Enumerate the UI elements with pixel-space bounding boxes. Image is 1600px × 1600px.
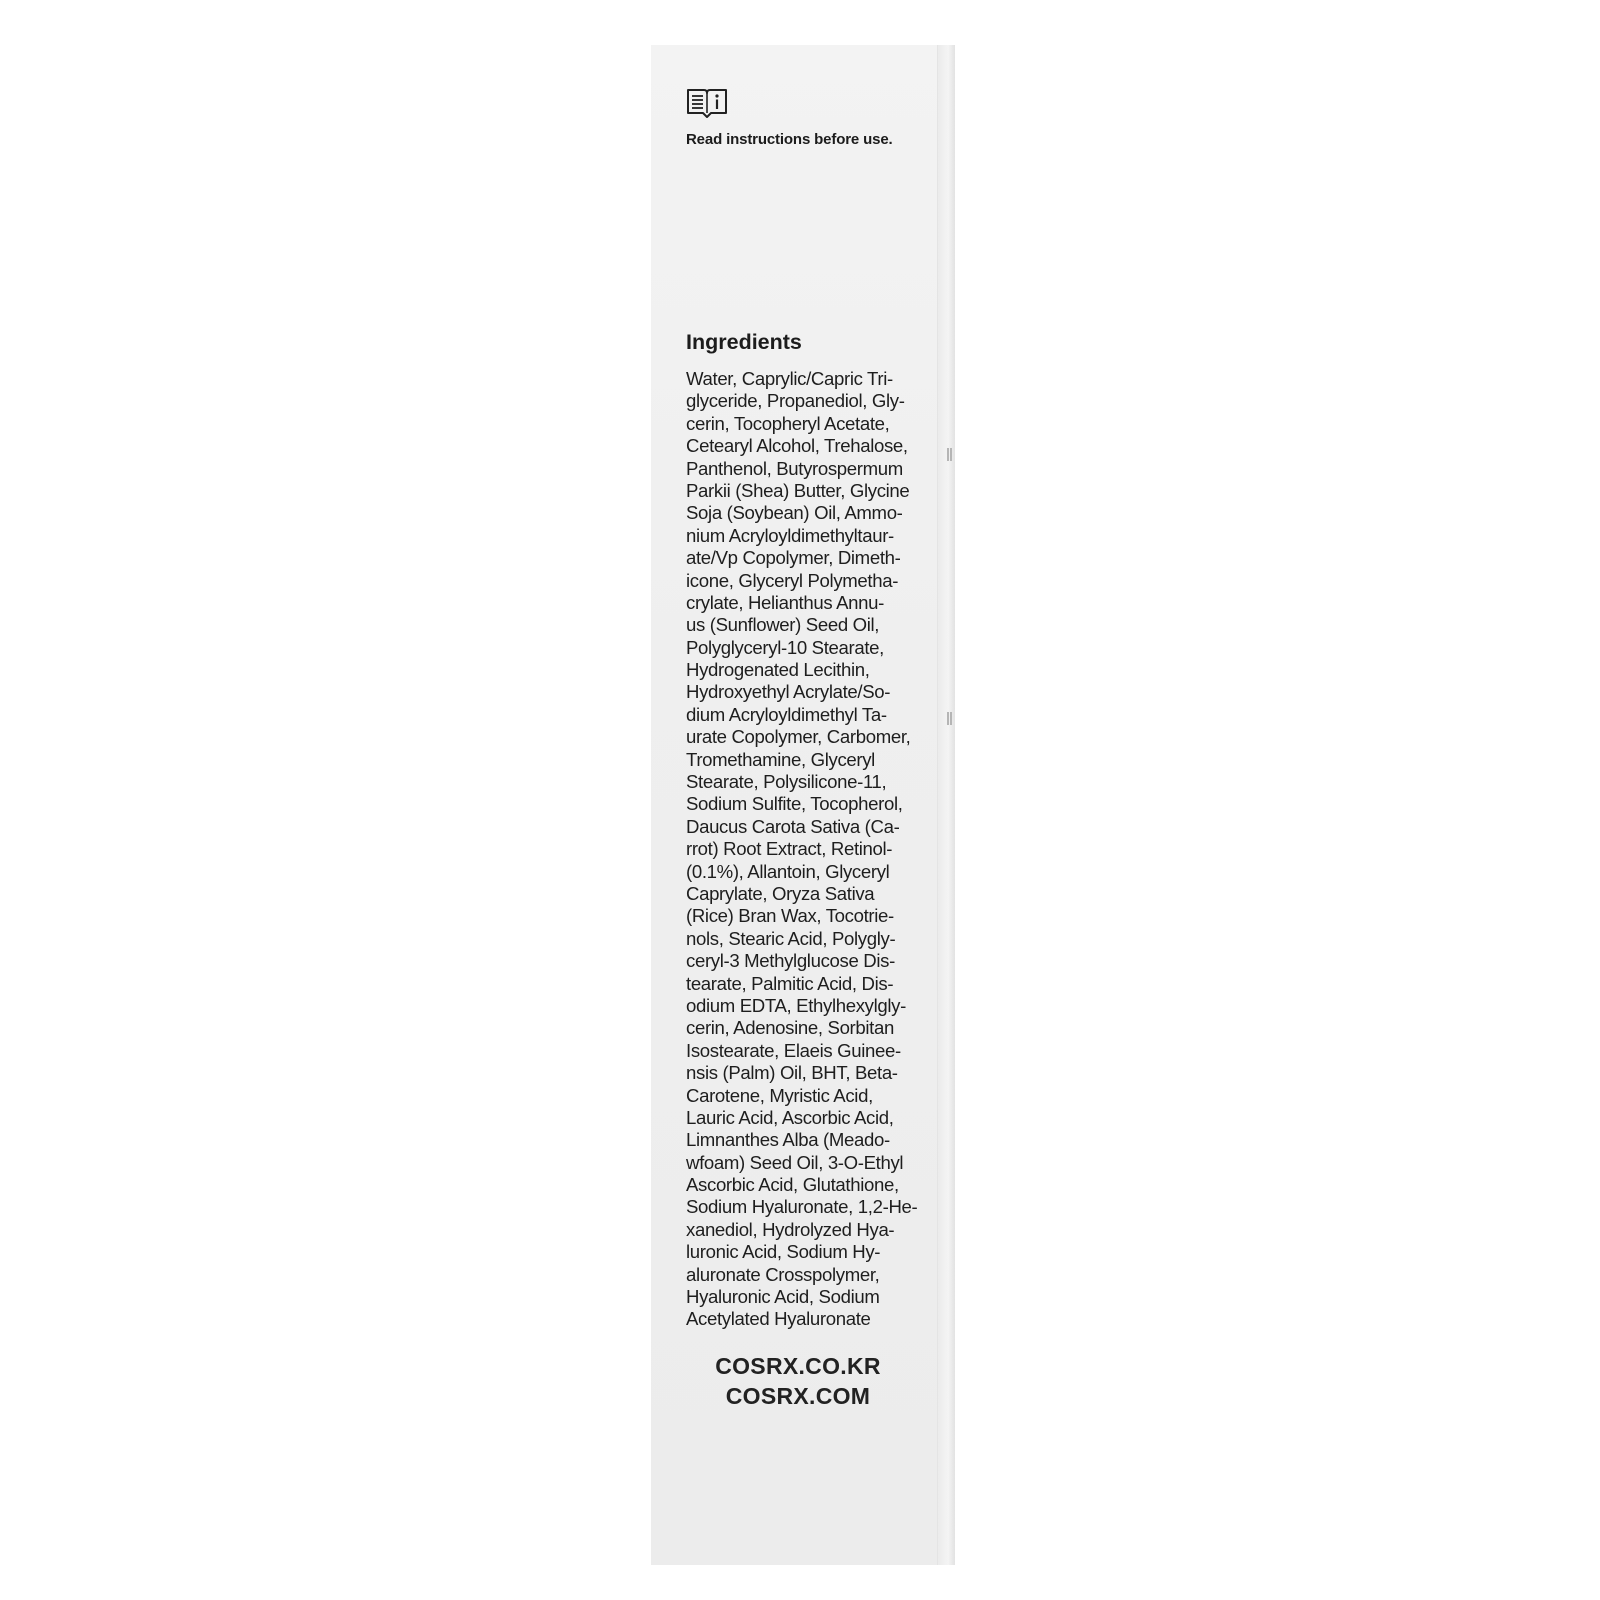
ingredient-line: Caprylate, Oryza Sativa <box>686 882 875 904</box>
ingredient-line: Polyglyceryl-10 Stearate, <box>686 636 884 658</box>
ingredient-line: nols, Stearic Acid, Polygly- <box>686 927 896 949</box>
ingredient-line: Limnanthes Alba (Meado- <box>686 1129 890 1151</box>
ingredient-line: Hydrogenated Lecithin, <box>686 659 870 681</box>
ingredient-line: Hyaluronic Acid, Sodium <box>686 1286 880 1308</box>
ingredient-line: Water, Caprylic/Capric Tri- <box>686 368 893 389</box>
ingredient-line: (0.1%), Allantoin, Glyceryl <box>686 860 890 882</box>
ingredient-line: Tromethamine, Glyceryl <box>686 748 875 770</box>
ingredient-line: Soja (Soybean) Oil, Ammo- <box>686 502 903 524</box>
instructions-book-icon <box>686 87 728 121</box>
ingredient-line: urate Copolymer, Carbomer, <box>686 726 911 748</box>
ingredient-line: Stearate, Polysilicone-11, <box>686 771 887 793</box>
ingredient-line: (Rice) Bran Wax, Tocotrie- <box>686 905 894 927</box>
ingredient-line: aluronate Crosspolymer, <box>686 1263 880 1285</box>
ingredient-line: ceryl-3 Methylglucose Dis- <box>686 950 895 972</box>
box-edge-fold <box>937 45 955 1565</box>
ingredient-line: dium Acryloyldimethyl Ta- <box>686 703 887 725</box>
ingredient-line: luronic Acid, Sodium Hy- <box>686 1241 881 1263</box>
ingredient-line: Parkii (Shea) Butter, Glycine <box>686 479 910 501</box>
ingredient-line: tearate, Palmitic Acid, Dis- <box>686 972 894 994</box>
ingredient-line: Isostearate, Elaeis Guinee- <box>686 1039 901 1061</box>
ingredient-line: nium Acryloyldimethyltaur- <box>686 524 894 546</box>
brand-websites <box>686 1351 910 1411</box>
ingredient-line: Sodium Hyaluronate, 1,2-He- <box>686 1196 918 1218</box>
instruction-note: Read instructions before use. <box>686 131 893 148</box>
ingredient-line: Cetearyl Alcohol, Trehalose, <box>686 435 908 457</box>
ingredient-line: Panthenol, Butyrospermum <box>686 457 903 479</box>
ingredient-line: crylate, Helianthus Annu- <box>686 591 884 613</box>
ingredient-line: Daucus Carota Sativa (Ca- <box>686 815 900 837</box>
ingredient-line: icone, Glyceryl Polymetha- <box>686 569 899 591</box>
ingredient-line: nsis (Palm) Oil, BHT, Beta- <box>686 1062 898 1084</box>
ingredient-line: glyceride, Propanediol, Gly- <box>686 390 905 412</box>
ingredient-line: Hydroxyethyl Acrylate/So- <box>686 681 891 703</box>
ingredient-line: xanediol, Hydrolyzed Hya- <box>686 1218 895 1240</box>
ingredient-line: Acetylated Hyaluronate <box>686 1308 871 1330</box>
website-kr: COSRX.CO.KR <box>715 1353 881 1379</box>
ingredient-line: wfoam) Seed Oil, 3-O-Ethyl <box>686 1151 904 1173</box>
ingredient-line: cerin, Adenosine, Sorbitan <box>686 1017 894 1039</box>
ingredient-line: us (Sunflower) Seed Oil, <box>686 614 880 636</box>
ingredient-line: cerin, Tocopheryl Acetate, <box>686 412 890 434</box>
product-box-side-panel <box>651 45 955 1565</box>
edge-mark <box>947 712 953 725</box>
ingredients-heading: Ingredients <box>686 330 802 354</box>
ingredient-line: Carotene, Myristic Acid, <box>686 1084 873 1106</box>
ingredient-line: Lauric Acid, Ascorbic Acid, <box>686 1106 894 1128</box>
ingredient-line: ate/Vp Copolymer, Dimeth- <box>686 547 901 569</box>
ingredient-line: Ascorbic Acid, Glutathione, <box>686 1174 899 1196</box>
ingredients-list <box>686 368 936 1331</box>
ingredient-line: rrot) Root Extract, Retinol- <box>686 838 893 860</box>
ingredient-line: odium EDTA, Ethylhexylgly- <box>686 994 906 1016</box>
ingredient-line: Sodium Sulfite, Tocopherol, <box>686 793 903 815</box>
edge-mark <box>947 448 953 461</box>
website-com: COSRX.COM <box>725 1383 871 1409</box>
